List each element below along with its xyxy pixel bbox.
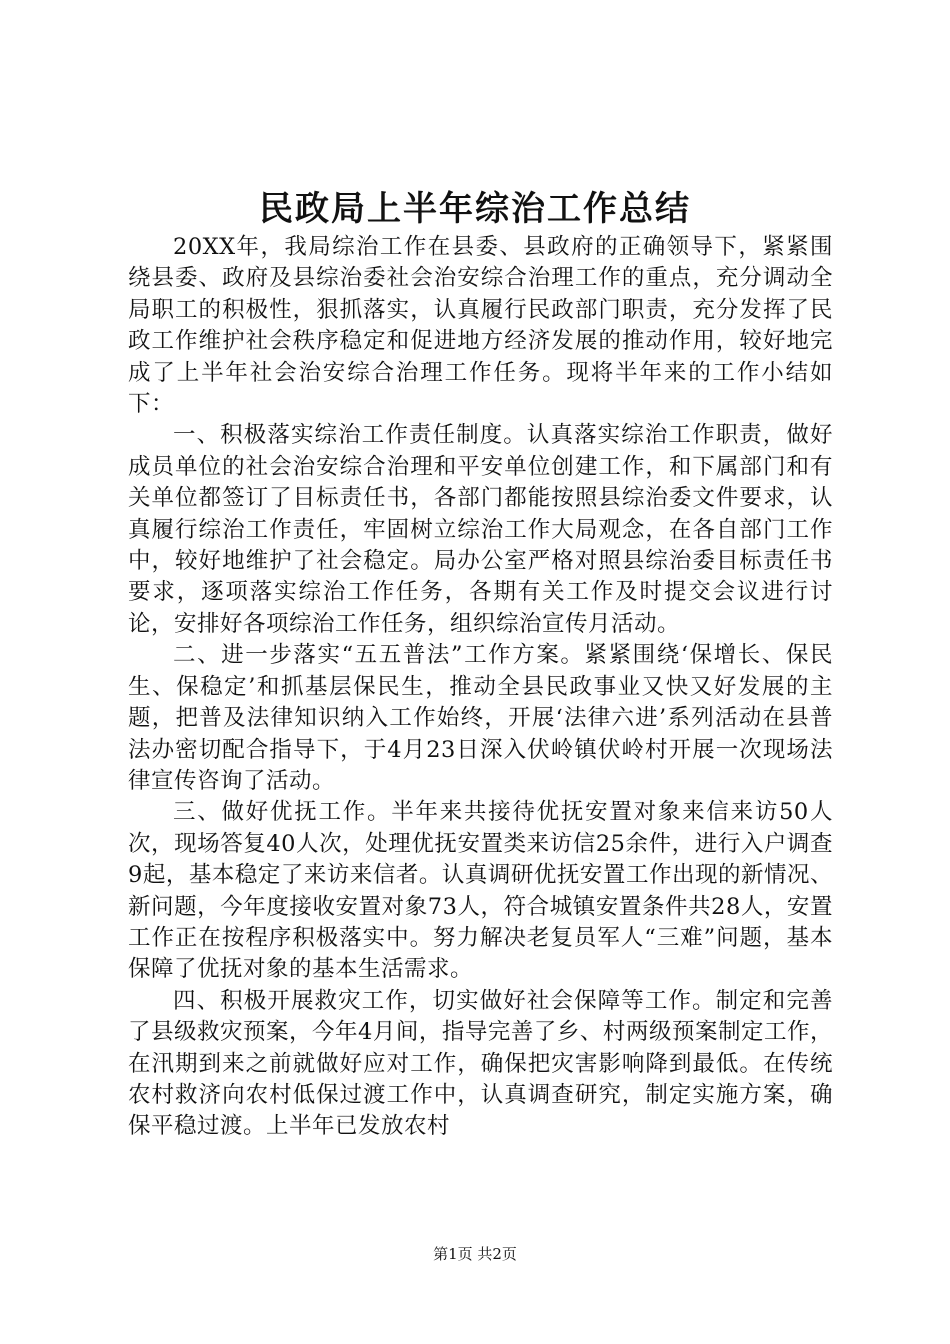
paragraph-section-2: 二、进一步落实“五五普法”工作方案。紧紧围绕‘保增长、保民生、保稳定’和抓基层保民生，推动全县民政事业又快又好发展的主题，把普及法律知识纳入工作始终，开展‘法律六进’系列活动在县普法办密切配合指导下，于4月23日深入伏岭镇伏岭村开展一次现场法律宣传咨询了活动。 <box>128 642 833 794</box>
paragraph-intro: 20XX年，我局综治工作在县委、县政府的正确领导下，紧紧围绕县委、政府及县综治委社会治安综合治理工作的重点，充分调动全局职工的积极性，狠抓落实，认真履行民政部门职责，充分发挥了民政工作维护社会秩序稳定和促进地方经济发展的推动作用，较好地完成了上半年社会治安综合治理工作任务。现将半年来的工作小结如下： <box>128 234 833 418</box>
document-title: 民政局上半年综治工作总结 <box>259 189 691 229</box>
paragraph-section-4: 四、积极开展救灾工作，切实做好社会保障等工作。制定和完善了县级救灾预案，今年4月间，指导完善了乡、村两级预案制定工作，在汛期到来之前就做好应对工作，确保把灾害影响降到最低。在传统农村救济向农村低保过渡工作中，认真调查研究，制定实施方案，确保平稳过渡。上半年已发放农村 <box>128 987 833 1140</box>
page-footer: 第1页 共2页 <box>433 1245 517 1263</box>
paragraph-section-3: 三、做好优抚工作。半年来共接待优抚安置对象来信来访50人次，现场答复40人次，处理优抚安置类来访信25余件，进行入户调查9起，基本稳定了来访来信者。认真调研优抚安置工作出现的新情况、新问题，今年度接收安置对象73人，符合城镇安置条件共28人，安置工作正在按程序积极落实中。努力解决老复员军人“三难”问题，基本保障了优抚对象的基本生活需求。 <box>128 799 833 983</box>
document-body <box>128 232 833 1143</box>
paragraph-section-1: 一、积极落实综治工作责任制度。认真落实综治工作职责，做好成员单位的社会治安综合治理和平安单位创建工作，和下属部门和有关单位都签订了目标责任书，各部门都能按照县综治委文件要求，认真履行综治工作责任，牢固树立综治工作大局观念，在各自部门工作中，较好地维护了社会稳定。局办公室严格对照县综治委目标责任书要求，逐项落实综治工作任务，各期有关工作及时提交会议进行讨论，安排好各项综治工作任务，组织综治宣传月活动。 <box>128 422 833 637</box>
